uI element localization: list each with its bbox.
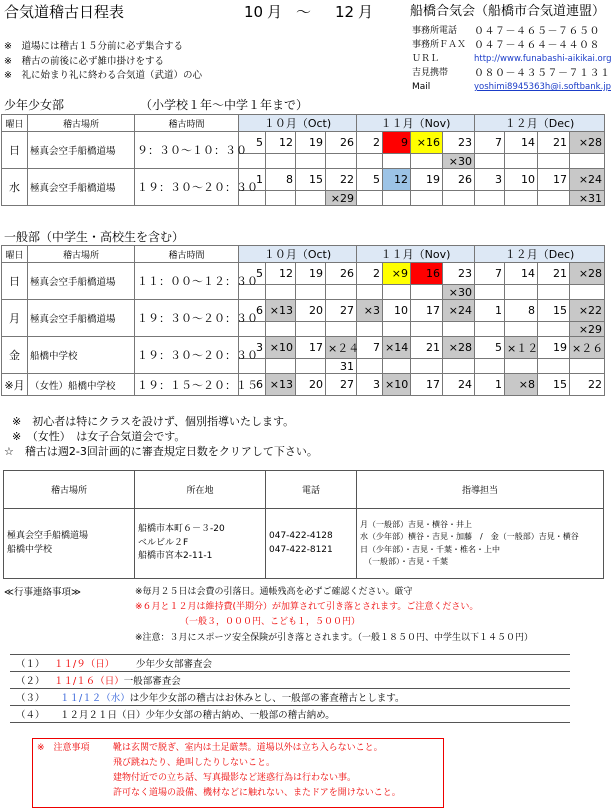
date-cell [266,154,296,169]
date-cell: 6 [239,300,266,322]
date-cell: ×13 [266,374,296,396]
caution-line: 建物付近での立ち話、写真撮影など迷惑行為は行わない事。 [113,772,357,783]
date-cell: 2 [357,132,383,154]
date-cell: ×24 [570,169,605,191]
date-cell [383,359,411,374]
events-list [10,654,570,723]
date-cell [296,285,326,300]
time-cell: １１：００～１２：３０ [135,263,239,300]
date-cell [411,359,443,374]
date-cell: ×14 [383,337,411,359]
date-cell [505,322,538,337]
event-text: 一般部審査会 [123,676,181,687]
col-time: 稽古時間 [135,246,239,263]
date-cell: 6 [239,374,266,396]
top-note: ※ 道場には稽古１５分前に必ず集合する [4,41,183,52]
date-cell [296,154,326,169]
date-cell: ×２４ [326,337,357,359]
mid-note: ※ （女性） は女子合気道会です。 [12,430,186,443]
date-cell [296,359,326,374]
fee-note: ※毎月２５日は会費の引落日。通帳残高を必ずご確認ください。厳守 [135,587,413,597]
contact-block [412,27,611,97]
mobile-value: ０８０－４３５７－７１３１ [474,68,611,79]
date-cell: ×10 [383,374,411,396]
mail-label: Mail [412,82,431,92]
location-table [3,470,604,579]
col-place: 稽古場所 [28,115,135,132]
date-cell [266,285,296,300]
date-cell [296,191,326,206]
general-schedule-table [1,245,605,396]
date-cell [505,285,538,300]
date-cell: ×24 [443,300,475,322]
date-cell [505,191,538,206]
date-cell [475,322,505,337]
url-label: ＵＲＬ [412,54,440,64]
month-to: 12 [335,3,355,21]
date-cell [570,285,605,300]
maintenance-fee-amount: （一般３，０００円、こども１，５００円） [180,617,361,627]
fax-value: ０４７－４６４－４４０８ [474,40,600,51]
date-cell: ×22 [570,300,605,322]
date-cell: 27 [326,374,357,396]
date-cell [266,191,296,206]
date-cell [357,322,383,337]
page-title: 合気道稽古日程表 [4,3,125,21]
event-date: １１/１２（水） [60,693,130,704]
date-cell: 17 [296,337,326,359]
event-item: （１） １１/９（日） 少年少女部審査会 [10,655,570,672]
date-cell: 9 [383,132,411,154]
loc-staff: （一般部）・吉見・千葉 [360,556,448,566]
date-cell [326,154,357,169]
event-date: １１/１６（日） [54,676,124,687]
date-cell: 10 [383,300,411,322]
date-cell [411,191,443,206]
date-cell [357,191,383,206]
loc-header-tel: 電話 [266,471,357,509]
date-cell: ×29 [326,191,357,206]
date-cell: 17 [411,300,443,322]
date-cell [266,322,296,337]
day-cell: 日 [2,263,28,300]
date-cell [538,154,570,169]
place-cell: 極真会空手船橋道場 [28,263,135,300]
date-cell [326,285,357,300]
date-cell: 12 [383,169,411,191]
place-cell: （女性）船橋中学校 [28,374,135,396]
date-cell: 3 [475,169,505,191]
date-cell: ×28 [570,263,605,285]
date-cell [411,154,443,169]
date-cell: 5 [239,132,266,154]
date-cell: 8 [266,169,296,191]
date-cell: 14 [505,132,538,154]
event-text: は少年少女部の稽古はお休みとし、一般部の審査稽古とします。 [129,693,405,704]
insurance-note: ※注意：３月にスポーツ安全保険が引き落とされます。（一般１８５０円、中学生以下１４５０円） [135,633,533,643]
month-from: 10 [244,3,264,21]
date-cell [505,359,538,374]
loc-header-staff: 指導担当 [357,471,604,509]
date-cell: 5 [357,169,383,191]
date-cell: 1 [239,169,266,191]
date-cell: 12 [266,263,296,285]
date-cell: ×28 [570,132,605,154]
date-cell: 21 [411,337,443,359]
date-cell: ×１２ [505,337,538,359]
date-cell: ×２６ [570,337,605,359]
date-cell [266,359,296,374]
col-time: 稽古時間 [135,115,239,132]
date-cell [443,322,475,337]
date-cell: ×3 [357,300,383,322]
schedule-row [2,169,605,191]
loc-place: 船橋中学校 [7,544,53,555]
caution-line: 許可なく道場の設備、機材などに触れない、またドアを開けないこと。 [113,787,401,798]
date-cell: 1 [475,300,505,322]
date-cell: 7 [357,337,383,359]
date-cell: 15 [538,300,570,322]
date-cell: 24 [443,374,475,396]
youth-schedule-table [1,114,605,206]
date-cell [475,154,505,169]
date-cell: 5 [475,337,505,359]
place-cell: 船橋中学校 [28,337,135,374]
month-header: １１月（Nov) [357,246,475,263]
date-cell [570,154,605,169]
date-cell: 7 [475,132,505,154]
events-label: ≪行事連絡事項≫ [4,587,81,598]
youth-subtitle: （小学校１年～中学１年まで） [140,98,309,112]
schedule-row [2,263,605,285]
date-cell: ×30 [443,154,475,169]
mid-note: ※ 初心者は特にクラスを設けず、個別指導いたします。 [12,415,295,428]
date-cell: 20 [296,300,326,322]
date-cell [411,322,443,337]
tel-value: ０４７－４６５－７６５０ [474,26,600,37]
association-name: 船橋合気会（船橋市合気道連盟） [410,4,606,19]
time-cell: １９：３０～２０：３０ [135,300,239,337]
day-cell: 月 [2,300,28,337]
top-note: ※ 稽古の前後に必ず雑巾掛けをする [4,55,164,67]
caution-box [32,738,444,808]
date-cell: 7 [475,263,505,285]
date-cell: ×10 [266,337,296,359]
top-note: ※ 礼に始まり礼に終わる合気道（武道）の心 [4,70,202,81]
schedule-row [2,300,605,322]
date-cell: 2 [357,263,383,285]
loc-address: 船橋市宮本2-11-1 [138,551,213,562]
month-header: １０月（Oct) [239,246,357,263]
url-link[interactable]: http://www.funabashi-aikikai.org [474,54,611,64]
date-cell [443,359,475,374]
date-cell: 15 [296,169,326,191]
event-item: （４） １２月２１日（日） 少年少女部の稽古納め、一般部の稽古納め。 [10,706,570,723]
date-cell [383,154,411,169]
date-cell [296,322,326,337]
date-cell [538,191,570,206]
date-cell: 1 [475,374,505,396]
date-cell [383,285,411,300]
date-cell: 22 [570,374,605,396]
date-cell: 3 [239,337,266,359]
time-cell: １９：３０～２０：３０ [135,169,239,206]
date-cell: 19 [296,263,326,285]
date-cell [443,191,475,206]
schedule-row [2,132,605,154]
date-cell: 16 [411,263,443,285]
place-cell: 極真会空手船橋道場 [28,300,135,337]
date-cell [475,191,505,206]
event-text: 少年少女部の稽古納め、一般部の稽古納め。 [145,710,335,721]
caution-line: 飛び跳ねたり、絶叫したりしないこと。 [113,757,276,768]
date-cell [570,359,605,374]
date-cell: 27 [326,300,357,322]
loc-header-place: 稽古場所 [4,471,135,509]
date-cell [538,359,570,374]
event-date: １１/９（日） [54,659,115,670]
date-cell [326,322,357,337]
loc-staff: 水（少年部）横谷・吉見・加藤 / 金（一般部）吉見・横谷 [360,532,579,542]
day-cell: 水 [2,169,28,206]
schedule-row [2,374,605,396]
date-cell: 21 [538,132,570,154]
youth-title: 少年少女部 [4,98,65,112]
loc-header-address: 所在地 [135,471,266,509]
loc-address: ベルビル２F [138,537,189,548]
loc-address: 船橋市本町６－３-20 [138,523,225,534]
date-cell: 19 [296,132,326,154]
date-cell: 26 [326,132,357,154]
date-cell: 23 [443,132,475,154]
date-cell: 5 [239,263,266,285]
date-cell: 20 [296,374,326,396]
event-item: （３） １１/１２（水） は少年少女部の稽古はお休みとし、一般部の審査稽古とします。 [10,689,570,706]
date-cell: 26 [326,263,357,285]
place-cell: 極真会空手船橋道場 [28,169,135,206]
loc-place: 極真会空手船橋道場 [7,530,89,541]
date-cell [411,285,443,300]
date-cell: ×9 [383,263,411,285]
date-cell: 8 [505,300,538,322]
schedule-row [2,337,605,359]
date-cell: ×31 [570,191,605,206]
month-header: １２月（Dec) [475,115,605,132]
time-cell: ９：３０～１０：３０ [135,132,239,169]
month-header: １０月（Oct) [239,115,357,132]
date-cell: 3 [357,374,383,396]
month-header: １１月（Nov) [357,115,475,132]
date-cell: 31 [326,359,357,374]
date-cell [357,285,383,300]
date-cell [538,285,570,300]
col-day: 曜日 [2,246,28,263]
date-cell: 26 [443,169,475,191]
time-cell: １９：１５～２０：１５ [135,374,239,396]
date-cell [505,154,538,169]
date-cell: 15 [538,374,570,396]
date-cell: 21 [538,263,570,285]
date-cell: ×13 [266,300,296,322]
date-cell: 19 [411,169,443,191]
month-header: １２月（Dec) [475,246,605,263]
date-cell [475,285,505,300]
date-cell: ×16 [411,132,443,154]
mobile-label: 吉見携帯 [412,68,449,78]
loc-tel: 047-422-8121 [269,544,333,555]
caution-line: 靴は玄関で脱ぎ、室内は土足厳禁。道場以外は立ち入らないこと。 [113,743,383,753]
caution-label: ※ 注意事項 [37,743,90,753]
loc-staff: 日（少年部）・吉見・千葉・椎名・上中 [360,544,500,554]
date-cell [357,359,383,374]
date-cell: 12 [266,132,296,154]
general-title: 一般部（中学生・高校生を含む） [4,230,185,244]
month-unit-2: 月 [358,3,374,21]
time-cell: １９：３０～２０：３０ [135,337,239,374]
day-cell: ※月 [2,374,28,396]
date-cell: 22 [326,169,357,191]
maintenance-fee-note: ※６月と１２月は維持費(半期分）が加算されて引き落とされます。ご注意ください。 [135,602,479,612]
date-cell [538,322,570,337]
month-unit-1: 月 [267,3,283,21]
date-cell [383,191,411,206]
date-cell: 19 [538,337,570,359]
tel-label: 事務所電話 [412,26,458,36]
mid-note: ☆ 稽古は週2-3回計画的に審査規定日数をクリアして下さい。 [4,445,318,458]
col-place: 稽古場所 [28,246,135,263]
day-cell: 金 [2,337,28,374]
month-tilde: ～ [296,3,312,21]
date-cell: ×30 [443,285,475,300]
event-date: １２月２１日（日） [60,710,146,721]
event-item: （２） １１/１６（日） 一般部審査会 [10,672,570,689]
date-cell: ×29 [570,322,605,337]
mail-link[interactable]: yoshimi8945363h@i.softbank.jp [474,82,611,92]
date-cell: 17 [411,374,443,396]
date-cell [383,322,411,337]
date-cell [475,359,505,374]
loc-staff: 月（一般部）吉見・横谷・井上 [360,519,472,529]
date-cell: 17 [538,169,570,191]
top-notes [4,42,202,86]
col-day: 曜日 [2,115,28,132]
date-cell: ×28 [443,337,475,359]
date-cell [357,154,383,169]
fax-label: 事務所ＦＡＸ [412,40,467,50]
date-cell: 14 [505,263,538,285]
event-text: 少年少女部審査会 [136,659,213,670]
day-cell: 日 [2,132,28,169]
place-cell: 極真会空手船橋道場 [28,132,135,169]
loc-tel: 047-422-4128 [269,530,333,541]
date-cell: 23 [443,263,475,285]
date-cell: 10 [505,169,538,191]
date-cell: ×8 [505,374,538,396]
